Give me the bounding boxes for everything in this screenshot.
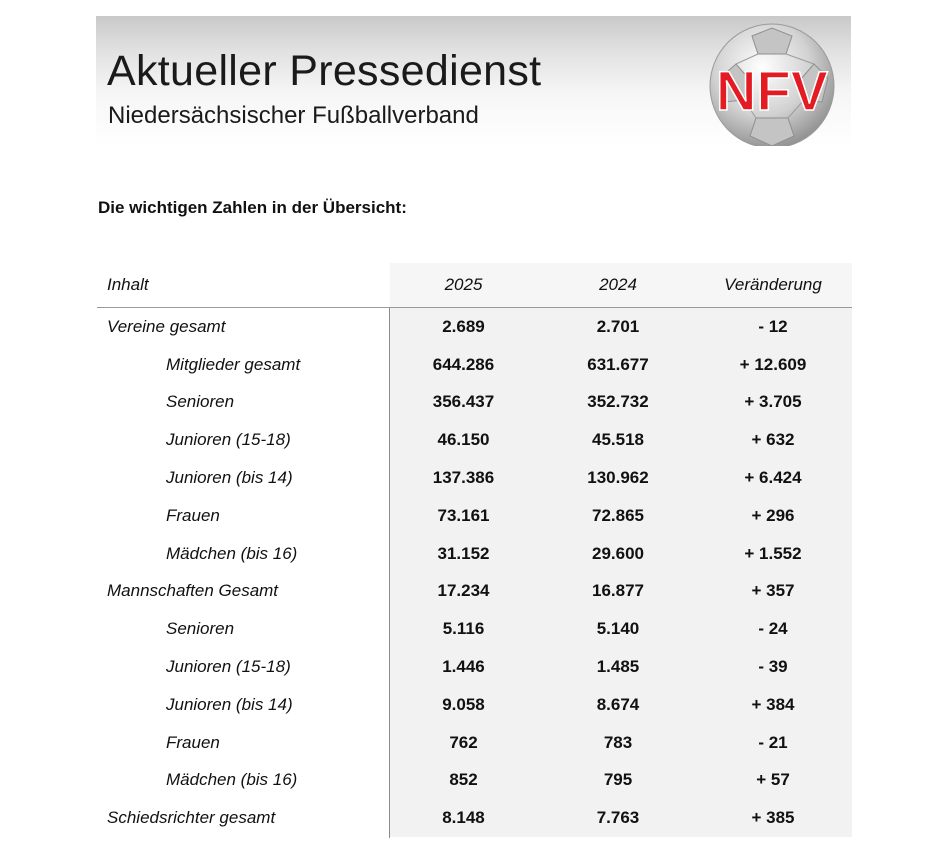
value-2024: 631.677 xyxy=(587,354,649,374)
table-row xyxy=(97,610,852,648)
header-inhalt: Inhalt xyxy=(107,275,149,294)
value-2025: 644.286 xyxy=(432,354,495,374)
table-row xyxy=(97,308,852,346)
header-veraenderung: Veränderung xyxy=(724,275,822,294)
row-label: Mannschaften Gesamt xyxy=(107,581,279,601)
row-label: Frauen xyxy=(166,732,220,752)
banner-title: Aktueller Pressedienst xyxy=(107,47,542,95)
table-header-row xyxy=(97,263,852,308)
value-2025: 17.234 xyxy=(437,581,490,601)
value-change: + 12.609 xyxy=(739,354,807,374)
value-2025: 9.058 xyxy=(442,694,485,714)
value-change: - 24 xyxy=(758,619,788,639)
value-2024: 5.140 xyxy=(596,619,640,639)
row-label: Junioren (bis 14) xyxy=(166,468,293,488)
value-2024: 29.600 xyxy=(592,543,644,563)
value-2024: 130.962 xyxy=(587,468,649,488)
header-2024: 2024 xyxy=(599,275,637,294)
logo-text: NFV xyxy=(716,59,828,122)
table-row xyxy=(97,421,852,459)
press-banner xyxy=(96,16,851,146)
value-change: + 357 xyxy=(751,581,795,601)
table-row xyxy=(97,497,852,535)
value-change: - 39 xyxy=(758,657,788,677)
value-2024: 72.865 xyxy=(592,505,644,525)
value-2024: 16.877 xyxy=(592,581,644,601)
row-label: Mitglieder gesamt xyxy=(166,354,301,374)
value-change: + 1.552 xyxy=(744,543,802,563)
table-row xyxy=(97,573,852,611)
value-2025: 356.437 xyxy=(432,392,495,412)
table-row xyxy=(97,648,852,686)
value-2024: 2.701 xyxy=(596,316,640,336)
intro-heading: Die wichtigen Zahlen in der Übersicht: xyxy=(98,198,407,217)
value-2025: 1.446 xyxy=(442,657,485,677)
table-body xyxy=(97,308,852,837)
row-label: Senioren xyxy=(166,619,235,639)
value-2025: 762 xyxy=(449,732,478,752)
row-label: Junioren (15-18) xyxy=(166,430,291,450)
value-2025: 852 xyxy=(449,770,478,790)
value-2025: 46.150 xyxy=(437,430,490,450)
table-row xyxy=(97,535,852,573)
value-change: + 296 xyxy=(751,505,795,525)
value-change: - 12 xyxy=(758,316,788,336)
table-row xyxy=(97,686,852,724)
column-divider xyxy=(389,308,390,838)
value-2024: 1.485 xyxy=(596,657,640,677)
value-change: + 632 xyxy=(751,430,795,450)
row-label: Junioren (15-18) xyxy=(166,657,291,677)
value-2025: 73.161 xyxy=(437,505,490,525)
table-row xyxy=(97,346,852,384)
value-2025: 2.689 xyxy=(442,316,485,336)
value-2025: 8.148 xyxy=(442,808,485,828)
row-label: Frauen xyxy=(166,505,220,525)
value-2025: 5.116 xyxy=(442,619,485,639)
statistics-table xyxy=(97,263,852,837)
value-2024: 352.732 xyxy=(587,392,649,412)
table-row xyxy=(97,724,852,762)
row-label: Vereine gesamt xyxy=(107,316,226,336)
value-change: + 6.424 xyxy=(744,468,802,488)
value-2024: 7.763 xyxy=(596,808,640,828)
table-row xyxy=(97,762,852,800)
value-2024: 795 xyxy=(603,770,633,790)
value-change: + 3.705 xyxy=(744,392,802,412)
row-label: Mädchen (bis 16) xyxy=(166,770,298,790)
row-label: Schiedsrichter gesamt xyxy=(107,808,276,828)
row-label: Mädchen (bis 16) xyxy=(166,543,298,563)
value-change: + 57 xyxy=(756,770,790,790)
table-row xyxy=(97,459,852,497)
value-2025: 31.152 xyxy=(437,543,490,563)
value-2024: 45.518 xyxy=(592,430,644,450)
table-row xyxy=(97,384,852,422)
row-label: Senioren xyxy=(166,392,235,412)
value-2024: 783 xyxy=(603,732,633,752)
header-2025: 2025 xyxy=(444,275,483,294)
table-row xyxy=(97,799,852,837)
value-change: - 21 xyxy=(758,732,788,752)
value-change: + 385 xyxy=(751,808,795,828)
value-2025: 137.386 xyxy=(432,468,495,488)
banner-subtitle: Niedersächsischer Fußballverband xyxy=(108,102,479,129)
value-change: + 384 xyxy=(751,694,795,714)
row-label: Junioren (bis 14) xyxy=(166,694,293,714)
nfv-logo xyxy=(700,16,842,146)
value-2024: 8.674 xyxy=(596,694,640,714)
